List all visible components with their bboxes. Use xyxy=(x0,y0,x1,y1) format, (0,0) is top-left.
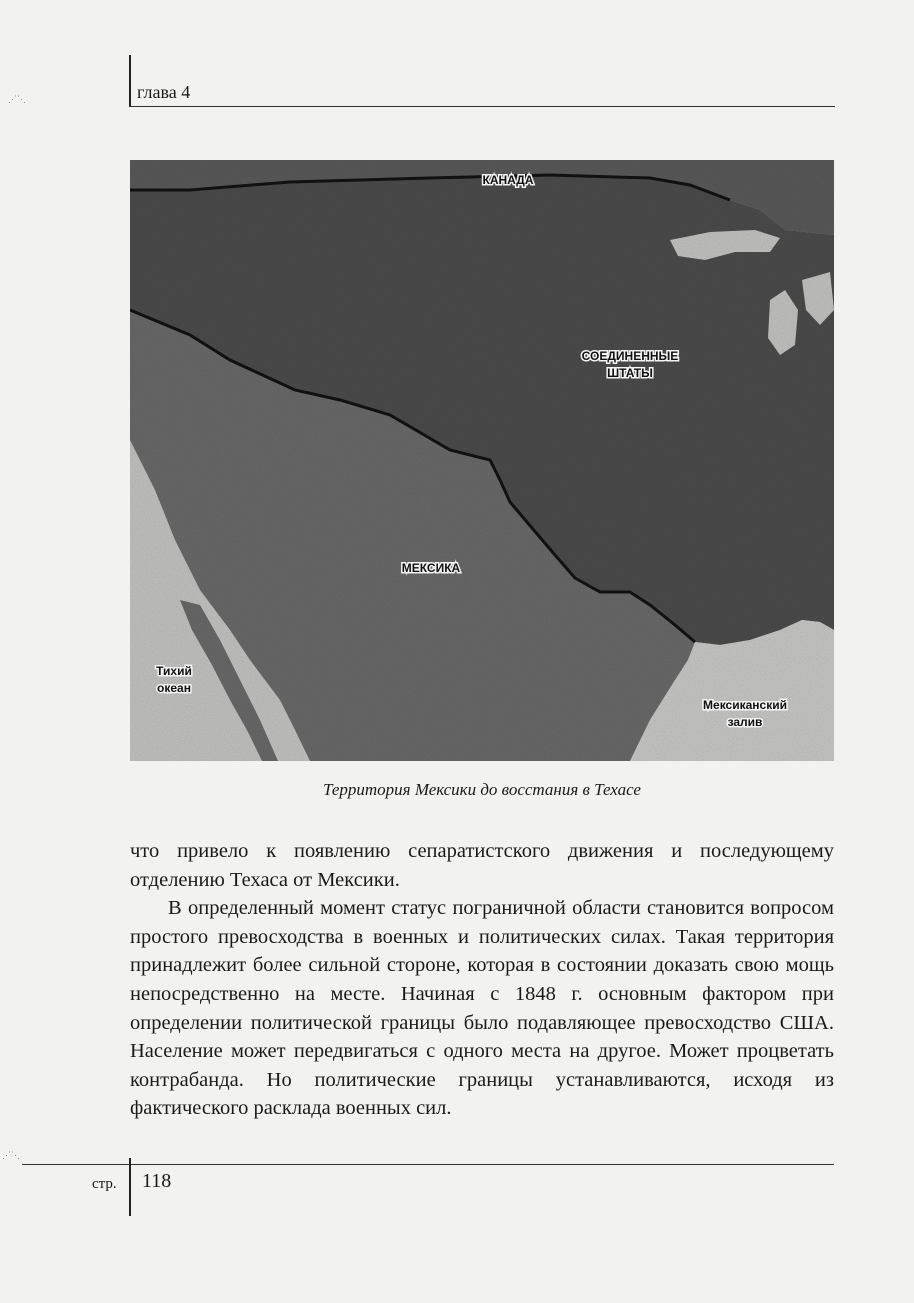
footer-rule xyxy=(22,1164,834,1165)
map-label-mexico: МЕКСИКА xyxy=(401,561,461,575)
paragraph: что привело к появлению сепаратистского движения и последующему отделению Техаса от Мексики. xyxy=(130,840,834,891)
footer-vertical-rule xyxy=(129,1158,131,1216)
scan-mark-icon: ⋰⋱ xyxy=(2,1150,20,1160)
map-caption: Территория Мексики до восстания в Техасе xyxy=(323,780,641,799)
map-figure xyxy=(130,160,834,761)
chapter-label: глава 4 xyxy=(137,82,191,102)
map-label-pacific: Тихий xyxy=(156,664,192,678)
map-label-gulf: залив xyxy=(727,715,763,729)
map-label-gulf: Мексиканский xyxy=(703,698,787,712)
page-label: стр. xyxy=(92,1176,117,1192)
scan-mark-icon: ⋰⋱ xyxy=(8,94,26,104)
map-label-usa: ШТАТЫ xyxy=(607,366,653,380)
page-number: 118 xyxy=(142,1170,172,1192)
map-label-canada: КАНАДА xyxy=(482,173,534,187)
paragraph: В определенный момент статус пограничной области становится вопросом простого превосходства в военных и политических силах. Такая территория принадлежит более сильной стороне, которая в состоянии доказать свою мощь непосредственно на месте. Начиная с 1848 г. основным фактором при определении политической границы было подавляющее превосходство США. Население может передвигаться с одного места на другое. Может процветать контрабанда. Но политические границы устанавливаются, исходя из фактического расклада военных сил. xyxy=(130,897,834,1120)
header-rule xyxy=(129,106,835,107)
map-label-pacific: океан xyxy=(157,681,191,695)
map-label-usa: СОЕДИНЕННЫЕ xyxy=(581,349,679,363)
body-text xyxy=(130,837,834,1123)
header-vertical-rule xyxy=(129,55,131,107)
